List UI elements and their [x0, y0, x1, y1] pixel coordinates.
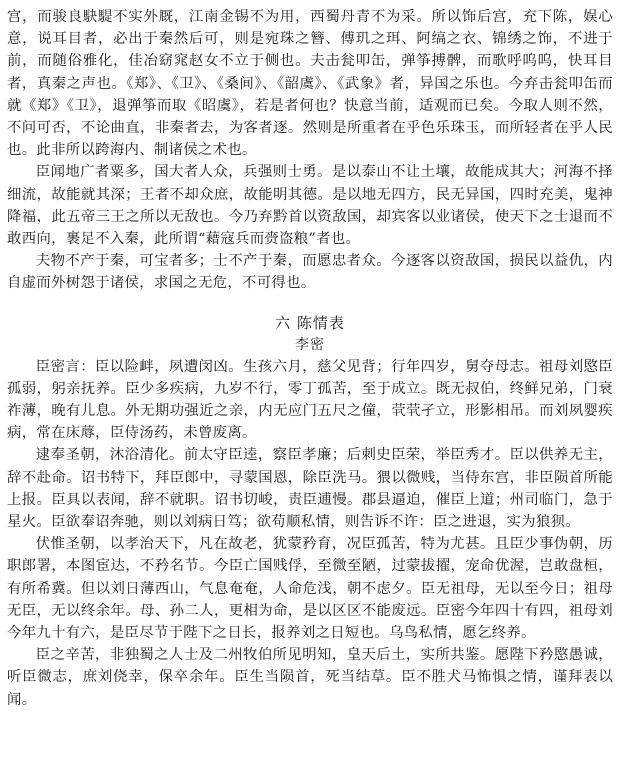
memorial-paragraph-2: 逮奉圣朝，沐浴清化。前太守臣逵，察臣孝廉；后刺史臣荣，举臣秀才。臣以供养无主，辞不赴命。诏书特下，拜臣郎中，寻蒙国恩，除臣洗马。猥以微贱，当侍东宫，非臣陨首所能上报。臣具以表闻，辞不就职。诏书切峻，责臣逋慢。郡县逼迫，催臣上道；州司临门，急于星火。臣欲奉诏奔驰，则以刘病日笃；欲苟顺私情，则告诉不许：臣之进退，实为狼狈。	[7, 447, 613, 531]
section-title: 六 陈情表	[275, 313, 345, 332]
memorial-paragraph-3: 伏惟圣朝，以孝治天下，凡在故老，犹蒙矜育，况臣孤苦，特为尤甚。且臣少事伪朝，历职郎署，本图宦达，不矜名节。今臣亡国贱俘，至微至陋，过蒙拔擢，宠命优渥，岂敢盘桓，有所希冀。但以刘日薄西山，气息奄奄，人命危浅，朝不虑夕。臣无祖母，无以至今日；祖母无臣，无以终余年。母、孙二人，更相为命，是以区区不能废远。臣密今年四十有四，祖母刘今年九十有六，是臣尽节于陛下之日长，报养刘之日短也。乌鸟私情，愿乞终养。	[7, 536, 613, 642]
essay-paragraph-2: 臣闻地广者粟多，国大者人众，兵强则士勇。是以泰山不让土壤，故能成其大；河海不择细流，故能就其深；王者不却众庶，故能明其德。是以地无四方，民无异国，四时充美，鬼神降福，此五帝三王之所以无敌也。今乃弃黔首以资敌国，却宾客以业诸侯，使天下之士退而不敢西向，裹足不入秦，此所谓“藉寇兵而赍盗粮”者也。	[7, 164, 613, 248]
essay-paragraph-3: 夫物不产于秦，可宝者多；士不产于秦，而愿忠者众。今逐客以资敌国，损民以益仇，内自虚而外树怨于诸侯，求国之无危，不可得也。	[7, 253, 613, 292]
memorial-paragraph-1: 臣密言：臣以险衅，夙遭闵凶。生孩六月，慈父见背；行年四岁，舅夺母志。祖母刘愍臣孤弱，躬亲抚养。臣少多疾病，九岁不行，零丁孤苦，至于成立。既无叔伯，终鲜兄弟，门衰祚薄，晚有儿息。外无期功强近之亲，内无应门五尺之僮，茕茕孑立，形影相吊。而刘夙婴疾病，常在床蓐，臣侍汤药，未曾废离。	[7, 358, 613, 442]
memorial-paragraph-4: 臣之辛苦，非独蜀之人士及二州牧伯所见明知，皇天后土，实所共鉴。愿陛下矜愍愚诚，听臣微志，庶刘侥幸，保卒余年。臣生当陨首，死当结草。臣不胜犬马怖惧之情，谨拜表以闻。	[7, 647, 613, 708]
essay-paragraph-1: 宫，而骏良駃騠不实外厩，江南金锡不为用，西蜀丹青不为采。所以饰后宫，充下陈，娱心意，说耳目者，必出于秦然后可，则是宛珠之簪、傅玑之珥、阿缟之衣、锦绣之饰，不进于前，而随俗雅化，佳冶窈窕赵女不立于侧也。夫击瓮叩缶，弹筝搏髀，而歌呼呜呜，快耳目者，真秦之声也。《郑》、《卫》、《桑间》、《韶虞》、《武象》者，异国之乐也。今弃击瓮叩缶而就《郑》《卫》，退弹筝而取《昭虞》，若是者何也？快意当前，适观而已矣。今取人则不然，不问可否，不论曲直，非秦者去，为客者逐。然则是所重者在乎色乐珠玉，而所轻者在乎人民也。此非所以跨海内、制诸侯之术也。	[7, 9, 613, 159]
section-gap	[7, 295, 613, 306]
author-name: 李密	[295, 336, 325, 353]
